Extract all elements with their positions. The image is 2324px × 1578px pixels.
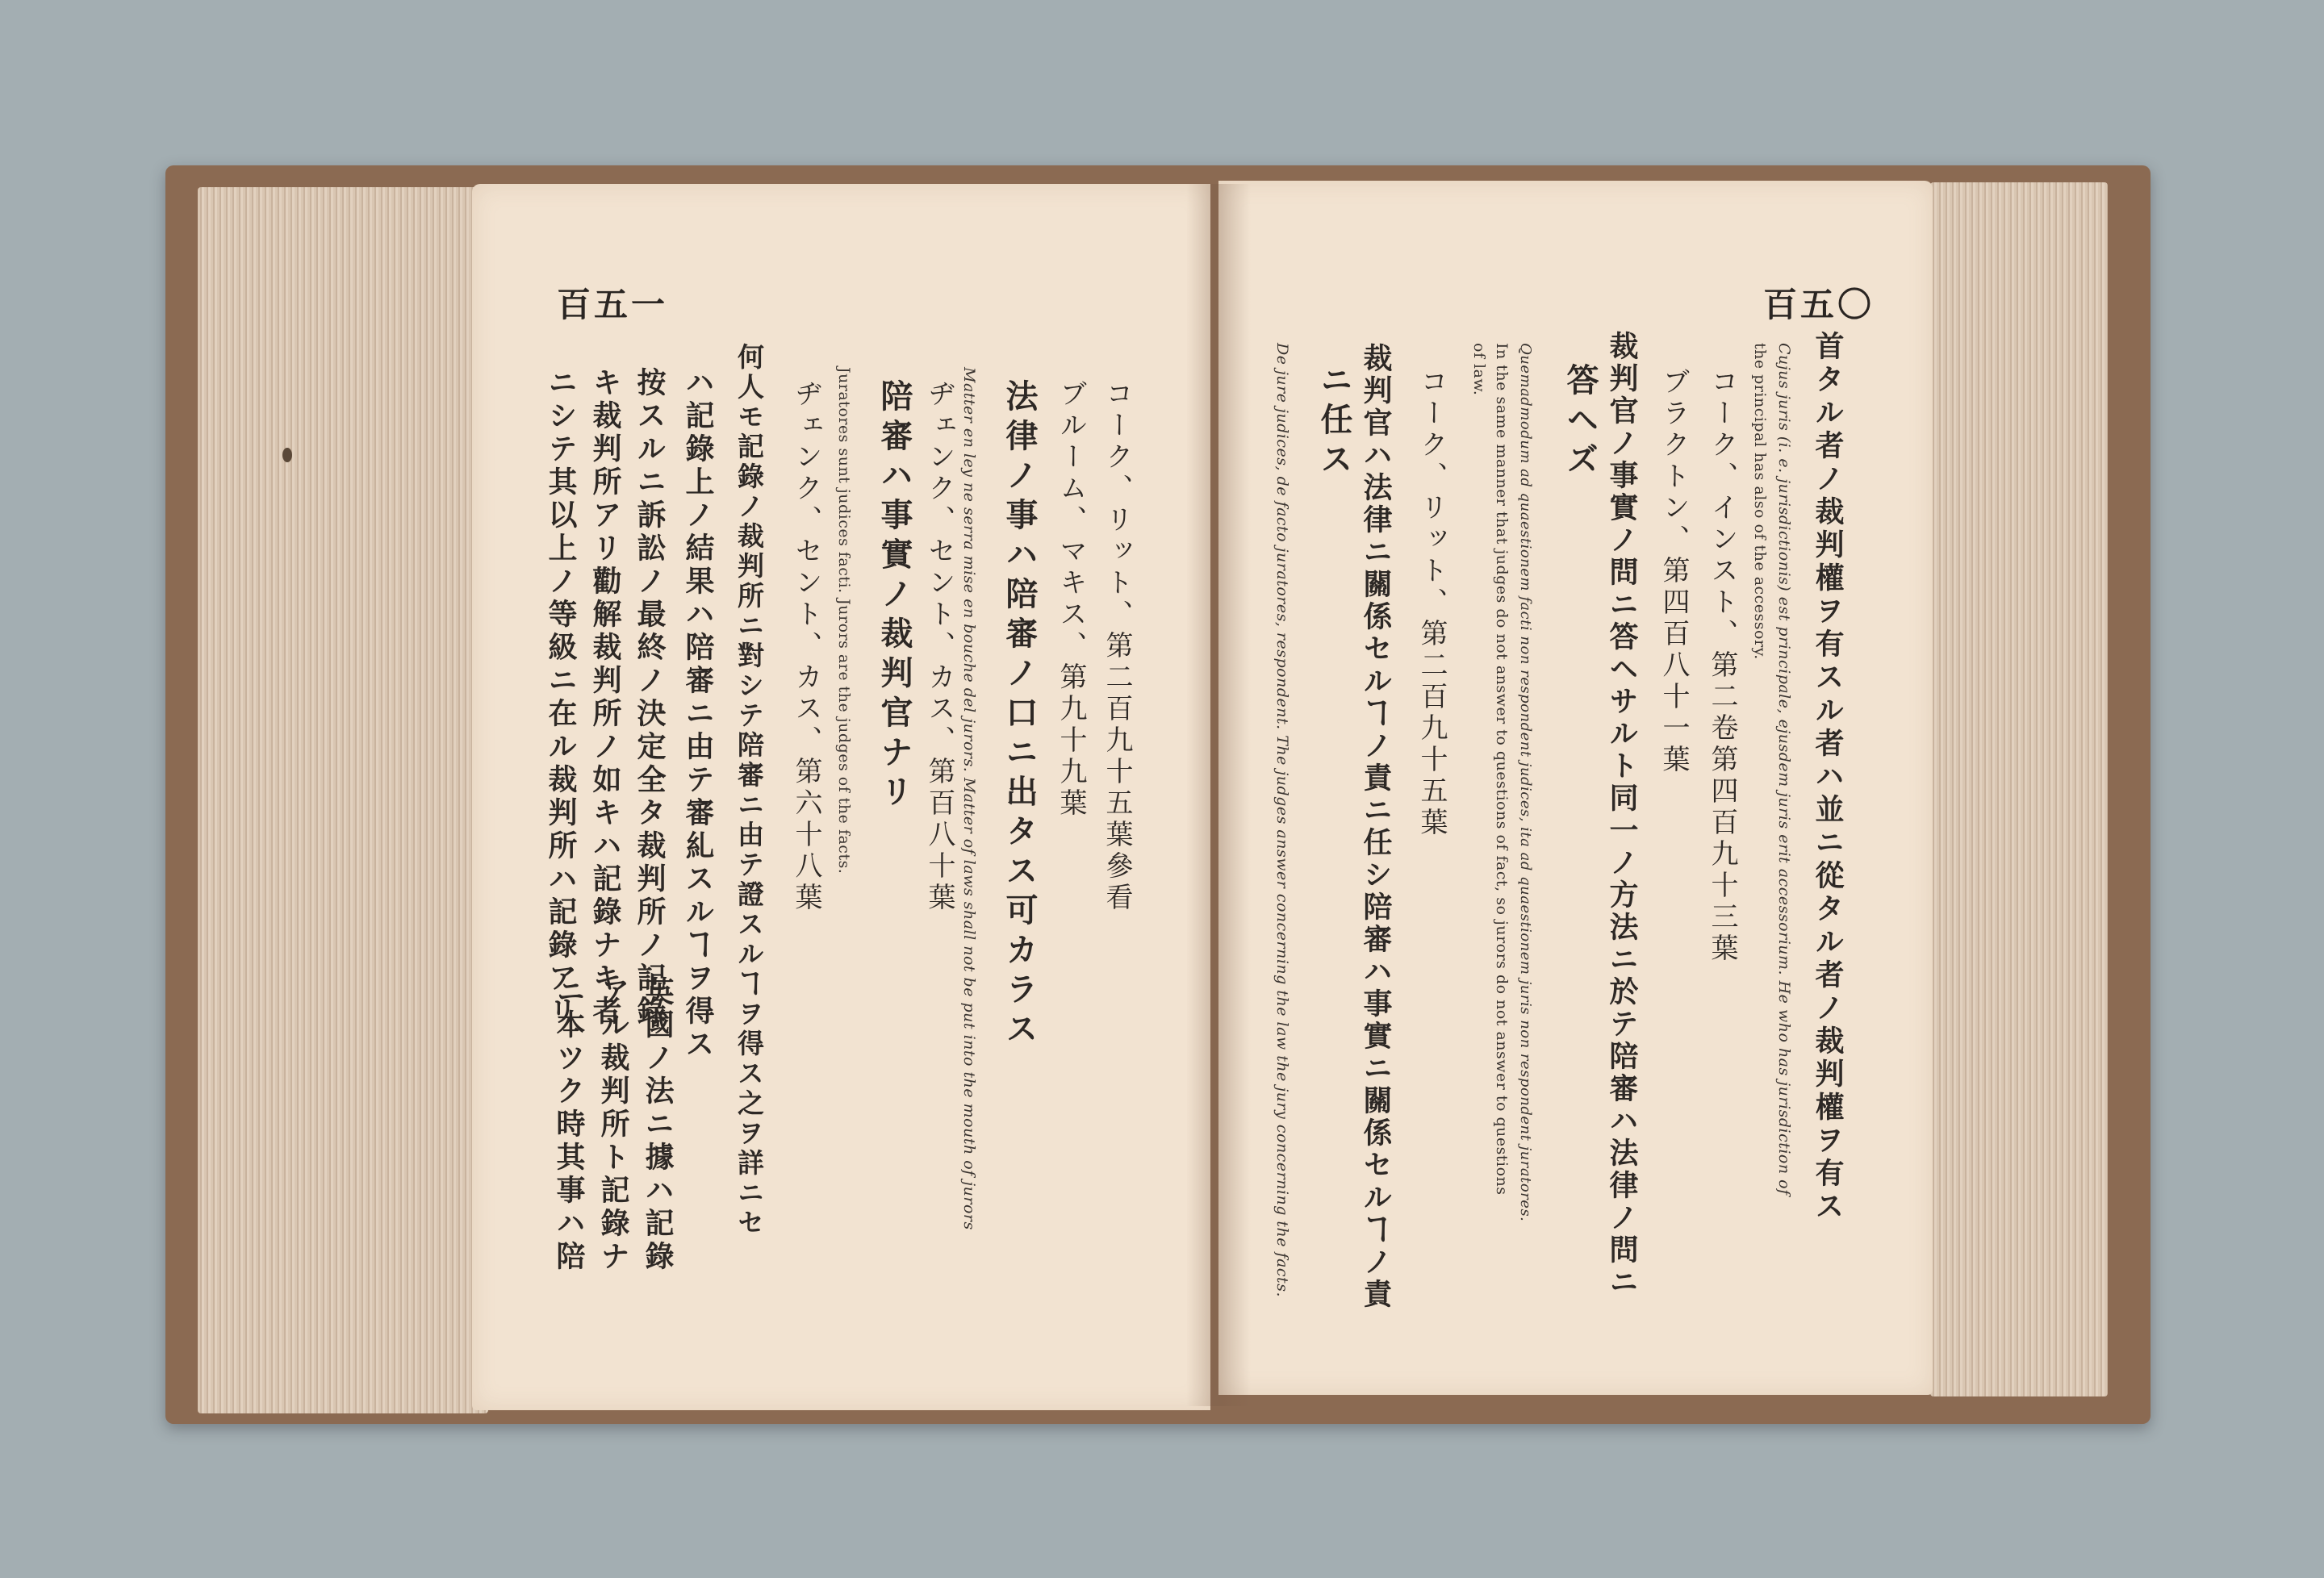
left-column-5: ヂェンク、セント、カス、第百八十葉 bbox=[923, 379, 955, 914]
left-column-10: ハ記錄上ノ結果ハ陪審ニ由テ審糺スルヿヲ得ス bbox=[681, 367, 715, 1062]
page-edges-right bbox=[1930, 182, 2108, 1396]
left-column-13: ニシテ其以上ノ等級ニ在ル裁判所ハ記錄アリ bbox=[544, 367, 578, 1029]
left-column-14: 英國ノ法ニ據ハ記錄 bbox=[641, 976, 675, 1274]
left-page-number: 百五一 bbox=[557, 285, 669, 324]
right-column-2: Cujus juris (i. e. jurisdictionis) est principale, ejusdem juris erit accessorium. He who has jurisdiction of bbox=[1775, 343, 1793, 1196]
left-column-4: Matter en ley ne serra mise en bouche del jurors. Matter of laws shall not be put into the mouth of jurors bbox=[960, 367, 978, 1230]
left-column-16: ニ本ツク時其事ハ陪 bbox=[552, 976, 586, 1274]
left-column-8: ヂェンク、セント、カス、第六十八葉 bbox=[790, 379, 822, 914]
right-column-10: of law. bbox=[1470, 343, 1488, 396]
right-column-8: Quemadmodum ad quaestionem facti non respondent judices, ita ad quaestionem juris non respondent juratores. bbox=[1517, 343, 1534, 1222]
right-page-number: 百五〇 bbox=[1763, 285, 1875, 324]
right-column-13: ニ任ス bbox=[1315, 363, 1353, 482]
right-column-12: 裁判官ハ法律ニ關係セルヿノ責ニ任シ陪審ハ事實ニ關係セルヿノ責 bbox=[1359, 343, 1393, 1311]
left-column-2: ブルーム、マキス、第九十九葉 bbox=[1055, 379, 1087, 820]
page-edges-left bbox=[198, 187, 488, 1413]
right-column-9: In the same manner that judges do not answer to questions of fact, so jurors do not answer to questions bbox=[1493, 343, 1511, 1196]
right-column-4: コーク、インスト、第二卷第四百九十三葉 bbox=[1706, 367, 1738, 965]
left-column-6: 陪審ハ事實ノ裁判官ナリ bbox=[876, 379, 913, 814]
left-column-9: 何人モ記錄ノ裁判所ニ對シテ陪審ニ由テ證スルヿヲ得ス之ヲ詳ニセ bbox=[734, 343, 765, 1238]
right-column-5: ブラクトン、第四百八十一葉 bbox=[1657, 367, 1690, 776]
left-column-1: コーク、リット、第二百九十五葉參看 bbox=[1101, 379, 1133, 914]
right-column-11: コーク、リット、第二百九十五葉 bbox=[1415, 367, 1448, 839]
book-gutter bbox=[1186, 184, 1251, 1406]
left-column-12: キ裁判所アリ勸解裁判所ノ如キハ記錄ナキ者 bbox=[588, 367, 622, 1029]
left-column-3: 法律ノ事ハ陪審ノ口ニ出タス可カラス bbox=[1001, 379, 1039, 1051]
left-column-11: 按スルニ訴訟ノ最終ノ決定全タ裁判所ノ記錄 bbox=[633, 367, 667, 1029]
left-column-15: アル裁判所ト記錄ナ bbox=[596, 976, 630, 1274]
right-column-1: 首タル者ノ裁判權ヲ有スル者ハ並ニ從タル者ノ裁判權ヲ有ス bbox=[1811, 331, 1845, 1224]
right-column-3: the principal has also of the accessory. bbox=[1751, 343, 1769, 660]
left-column-7: Juratores sunt judices facti. Jurors are the judges of the facts. bbox=[835, 367, 853, 875]
ink-spot bbox=[282, 448, 292, 462]
right-column-14: De jure judices, de facto juratores, respondent. The judges answer concerning the law the jury concerning the facts. bbox=[1273, 343, 1291, 1297]
right-column-6: 裁判官ノ事實ノ問ニ答ヘサルト同一ノ方法ニ於テ陪審ハ法律ノ問ニ bbox=[1605, 331, 1639, 1299]
right-column-7: 答ヘズ bbox=[1561, 363, 1599, 482]
